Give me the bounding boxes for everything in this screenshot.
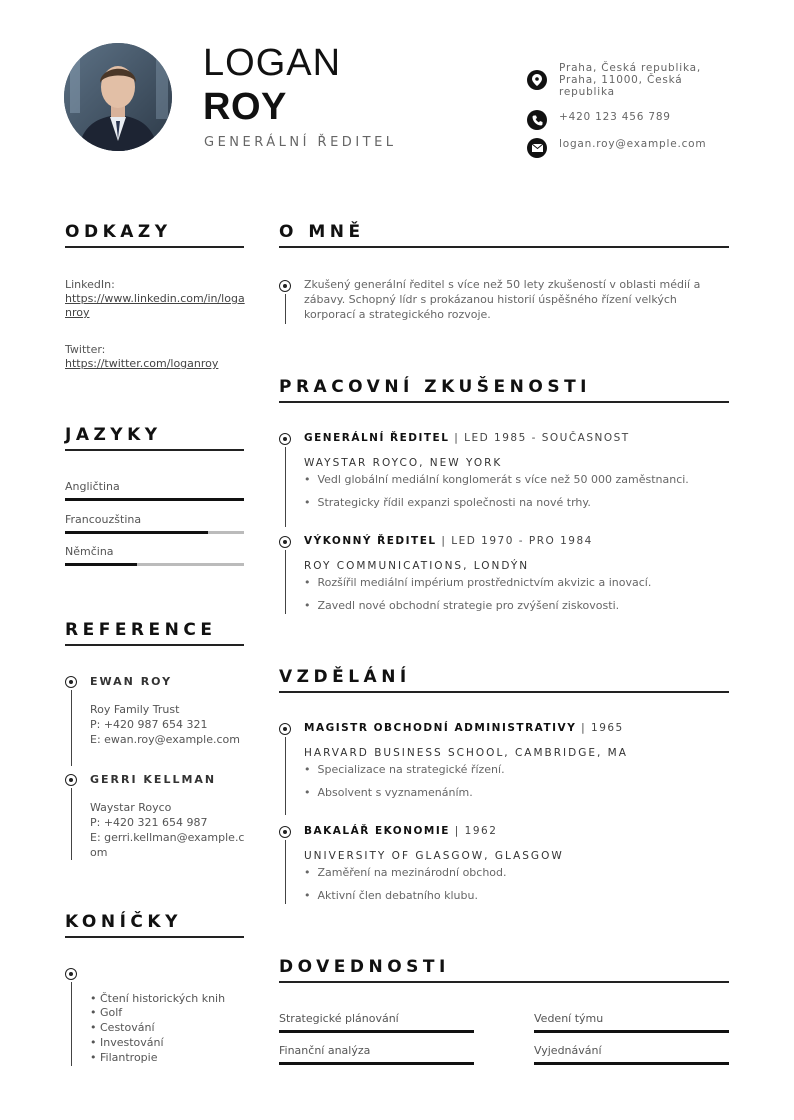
timeline-marker — [279, 723, 291, 735]
section-title-education: VZDĚLÁNÍ — [279, 667, 411, 687]
hobby-text: Cestování — [100, 1021, 155, 1034]
section-title-languages: JAZYKY — [65, 425, 162, 445]
experience-period: | LED 1970 - PRO 1984 — [436, 535, 593, 547]
language-name: Němčina — [65, 545, 114, 558]
reference-name: EWAN ROY — [90, 675, 173, 688]
section-title-skills: DOVEDNOSTI — [279, 957, 450, 977]
experience-point-text: Strategicky řídil expanzi společnosti na nové trhy. — [317, 496, 591, 509]
timeline-line — [71, 788, 72, 860]
language-name: Angličtina — [65, 480, 120, 493]
skill-level-bar — [534, 1062, 729, 1065]
reference-company: Roy Family Trust — [90, 703, 180, 716]
education-point: • Specializace na strategické řízení. — [304, 763, 505, 776]
section-divider — [65, 936, 244, 938]
education-point-text: Aktivní člen debatního klubu. — [317, 889, 478, 902]
last-name: ROY — [203, 86, 287, 128]
language-level-fill — [65, 498, 244, 501]
hobby-item: • Investování — [90, 1036, 164, 1049]
reference-phone: P: +420 321 654 987 — [90, 816, 208, 829]
experience-point: • Vedl globální mediální konglomerát s více než 50 000 zaměstnanci. — [304, 473, 689, 486]
profile-photo — [64, 43, 172, 151]
twitter-label: Twitter: — [65, 343, 106, 356]
section-divider — [279, 981, 729, 983]
hobby-item: • Golf — [90, 1006, 123, 1019]
reference-name: GERRI KELLMAN — [90, 773, 217, 786]
skill-level-fill — [279, 1030, 474, 1033]
contact-address-text: Praha, Česká republika, Praha, 11000, Česká republika — [559, 62, 702, 98]
section-divider — [279, 246, 729, 248]
section-title-links: ODKAZY — [65, 222, 172, 242]
timeline-marker — [279, 536, 291, 548]
timeline-line — [285, 737, 286, 815]
experience-point: • Rozšířil mediální impérium prostřednictvím akvizic a inovací. — [304, 576, 652, 589]
education-degree: MAGISTR OBCHODNÍ ADMINISTRATIVY — [304, 722, 577, 734]
contact-address — [527, 62, 727, 98]
skill-name: Vedení týmu — [534, 1012, 604, 1025]
skill-level-fill — [279, 1062, 474, 1065]
education-heading — [304, 722, 624, 734]
timeline-marker — [65, 774, 77, 786]
reference-email: E: gerri.kellman@example.com — [90, 831, 245, 859]
language-name: Francouzština — [65, 513, 142, 526]
experience-point: • Strategicky řídil expanzi společnosti na nové trhy. — [304, 496, 591, 509]
linkedin-label: LinkedIn: — [65, 278, 115, 291]
timeline-line — [285, 550, 286, 614]
hobby-item: • Cestování — [90, 1021, 155, 1034]
language-level-fill — [65, 563, 137, 566]
hobby-text: Čtení historických knih — [100, 992, 226, 1005]
email-icon — [527, 138, 547, 158]
language-level-fill — [65, 531, 208, 534]
hobby-item: • Čtení historických knih — [90, 992, 226, 1005]
timeline-line — [71, 982, 72, 1066]
experience-point: • Zavedl nové obchodní strategie pro zvýšení ziskovosti. — [304, 599, 620, 612]
language-level-bar — [65, 498, 244, 501]
first-name: LOGAN — [203, 42, 342, 84]
education-school: UNIVERSITY OF GLASGOW, GLASGOW — [304, 850, 564, 862]
experience-heading — [304, 432, 630, 444]
skill-name: Vyjednávání — [534, 1044, 602, 1057]
hobby-item: • Filantropie — [90, 1051, 158, 1064]
education-point: • Aktivní člen debatního klubu. — [304, 889, 478, 902]
education-point: • Absolvent s vyznamenáním. — [304, 786, 473, 799]
reference-email: E: ewan.roy@example.com — [90, 733, 240, 746]
experience-role: VÝKONNÝ ŘEDITEL — [304, 535, 437, 547]
education-heading — [304, 825, 497, 837]
section-title-experience: PRACOVNÍ ZKUŠENOSTI — [279, 377, 592, 397]
experience-role: GENERÁLNÍ ŘEDITEL — [304, 432, 450, 444]
education-point-text: Specializace na strategické řízení. — [317, 763, 505, 776]
education-year: | 1962 — [449, 825, 498, 837]
skill-level-fill — [534, 1030, 729, 1033]
location-icon — [527, 70, 547, 90]
about-text: Zkušený generální ředitel s více než 50 lety zkušeností v oblasti médií a zábavy. Schopný lídr s prokázanou historií úspěšného řízení velkých korporací a strategického rozvoje. — [304, 278, 701, 321]
skill-level-fill — [534, 1062, 729, 1065]
skill-level-bar — [534, 1030, 729, 1033]
linkedin-link[interactable]: https://www.linkedin.com/in/loganroy — [65, 292, 245, 319]
timeline-marker — [279, 280, 291, 292]
experience-point-text: Rozšířil mediální impérium prostřednictvím akvizic a inovací. — [317, 576, 652, 589]
hobby-text: Filantropie — [100, 1051, 158, 1064]
skill-name: Finanční analýza — [279, 1044, 371, 1057]
hobby-text: Investování — [100, 1036, 164, 1049]
timeline-marker — [65, 676, 77, 688]
timeline-marker — [279, 433, 291, 445]
contact-phone-text: +420 123 456 789 — [559, 111, 671, 123]
section-title-references: REFERENCE — [65, 620, 217, 640]
job-title: GENERÁLNÍ ŘEDITEL — [204, 135, 397, 150]
experience-period: | LED 1985 - SOUČASNOST — [449, 432, 630, 444]
section-title-hobbies: KONÍČKY — [65, 912, 182, 932]
timeline-marker — [279, 826, 291, 838]
experience-company: WAYSTAR ROYCO, NEW YORK — [304, 457, 503, 469]
contact-phone — [527, 110, 727, 130]
reference-phone: P: +420 987 654 321 — [90, 718, 208, 731]
section-title-about: O MNĚ — [279, 222, 365, 242]
contact-email-text: logan.roy@example.com — [559, 138, 707, 150]
contact-email — [527, 138, 727, 158]
hobby-text: Golf — [100, 1006, 123, 1019]
reference-company: Waystar Royco — [90, 801, 172, 814]
experience-point-text: Zavedl nové obchodní strategie pro zvýšení ziskovosti. — [317, 599, 620, 612]
language-level-bar — [65, 531, 244, 534]
twitter-link[interactable]: https://twitter.com/loganroy — [65, 357, 219, 370]
skill-level-bar — [279, 1062, 474, 1065]
timeline-marker — [65, 968, 77, 980]
experience-point-text: Vedl globální mediální konglomerát s více než 50 000 zaměstnanci. — [317, 473, 689, 486]
section-divider — [279, 401, 729, 403]
section-divider — [65, 644, 244, 646]
phone-icon — [527, 110, 547, 130]
education-point-text: Absolvent s vyznamenáním. — [317, 786, 473, 799]
timeline-line — [285, 840, 286, 904]
skill-name: Strategické plánování — [279, 1012, 399, 1025]
timeline-line — [285, 294, 286, 324]
language-level-bar — [65, 563, 244, 566]
experience-company: ROY COMMUNICATIONS, LONDÝN — [304, 560, 530, 572]
education-degree: BAKALÁŘ EKONOMIE — [304, 825, 450, 837]
education-school: HARVARD BUSINESS SCHOOL, CAMBRIDGE, MA — [304, 747, 628, 759]
education-year: | 1965 — [576, 722, 624, 734]
timeline-line — [71, 690, 72, 766]
section-divider — [279, 691, 729, 693]
experience-heading — [304, 535, 593, 547]
education-point-text: Zaměření na mezinárodní obchod. — [317, 866, 507, 879]
section-divider — [65, 246, 244, 248]
skill-level-bar — [279, 1030, 474, 1033]
education-point: • Zaměření na mezinárodní obchod. — [304, 866, 507, 879]
section-divider — [65, 449, 244, 451]
timeline-line — [285, 447, 286, 527]
